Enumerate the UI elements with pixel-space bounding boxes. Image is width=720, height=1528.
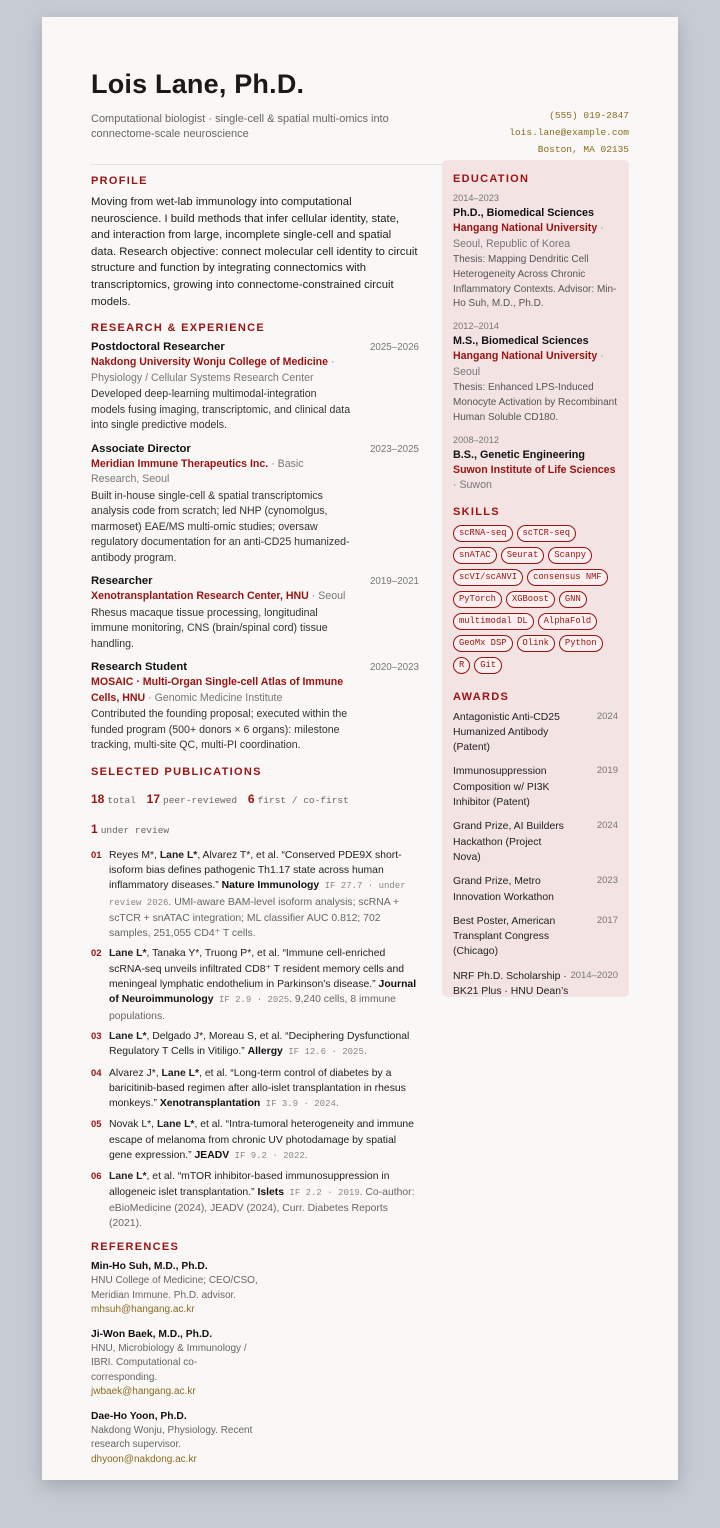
skill-chip: GeoMx DSP (453, 635, 513, 652)
publication-number: 06 (91, 1171, 102, 1183)
publication-item (91, 1066, 419, 1113)
skill-chip: multimodal DL (453, 613, 534, 630)
publication-number: 05 (91, 1119, 102, 1131)
institution-name: Hangang National University (453, 222, 598, 234)
skill-chip: Seurat (501, 547, 545, 564)
reference-affiliation: HNU College of Medicine; CEO/CSO, Meridian Immune. Ph.D. advisor. (91, 1275, 258, 1301)
citation-body: , et al. “Intra-tumoral heterogeneity and immune escape of melanoma from chronic UV photodamage by spatial gene expression.” (109, 1119, 414, 1161)
skill-chip: XGBoost (506, 591, 555, 608)
publication-citation (109, 946, 419, 1023)
reference-entry (91, 1410, 259, 1468)
citation-self-author: Lane L* (109, 1171, 147, 1183)
contact-block (509, 107, 629, 158)
reference-name: Min-Ho Suh, M.D., Ph.D. (91, 1261, 208, 1273)
award-year: 2017 (596, 914, 618, 926)
organization-location: · Seoul (311, 590, 346, 603)
person-name: Lois Lane, Ph.D. (91, 69, 305, 99)
education-entry (453, 192, 618, 312)
job-organization (91, 675, 353, 706)
reference-email-link[interactable]: mhsuh@hangang.ac.kr (91, 1304, 195, 1316)
award-year: 2024 (596, 820, 618, 832)
publication-number: 01 (91, 849, 102, 861)
publication-number: 04 (91, 1067, 102, 1079)
stat-label: peer-reviewed (163, 794, 238, 806)
award-entry (453, 874, 618, 905)
job-entry (91, 341, 419, 434)
skill-chip: Scanpy (548, 547, 592, 564)
skill-chip: scRNA-seq (453, 525, 513, 542)
skill-chip: snATAC (453, 547, 497, 564)
resume-header (91, 69, 629, 155)
citation-journal: Islets (257, 1186, 285, 1198)
award-year: 2024 (596, 710, 618, 722)
main-column (91, 175, 419, 1477)
education-entry (453, 320, 618, 425)
reference-entry (91, 1328, 259, 1400)
award-name: Best Poster, American Transplant Congress (Chicago) (453, 915, 556, 958)
stat-label: first / co-first (257, 794, 349, 806)
reference-affiliation: Nakdong Wonju, Physiology. Recent research supervisor. (91, 1424, 253, 1451)
publication-stat (91, 791, 136, 806)
publication-citation (109, 1117, 419, 1164)
stat-number: 18 (91, 791, 105, 806)
citation-impact: IF 9.2 · 2022 (229, 1151, 305, 1161)
reference-affiliation: HNU, Microbiology & Immunology / IBRI. Computational co-corresponding. (91, 1342, 247, 1383)
citation-body: , et al. “Long-term control of diabetes by a baricitinib-based regimen after allo-islet transplantation in rhesus monkeys.” (109, 1067, 406, 1110)
job-header (91, 575, 419, 587)
education-institution (453, 349, 618, 380)
job-organization (91, 589, 353, 605)
award-name: Grand Prize, Metro Innovation Workathon (453, 876, 554, 903)
citation-body: , Alvarez T*, et al. “Conserved PDE9X short-isoform bias defines pathogenic Th1.17 state across human inflammatory diseases.” (109, 849, 402, 892)
section-heading-publications: SELECTED PUBLICATIONS (91, 765, 262, 778)
citation-journal: Nature Immunology (221, 880, 320, 892)
award-entry (453, 764, 618, 810)
publication-list (91, 848, 419, 1232)
award-entry (453, 819, 618, 865)
publication-number: 03 (91, 1030, 102, 1042)
education-institution (453, 221, 618, 252)
publication-item (91, 1169, 419, 1231)
citation-note: . (335, 1098, 339, 1110)
citation-authors-before: Reyes M*, (109, 849, 160, 861)
publication-item (91, 1117, 419, 1164)
reference-name: Dae-Ho Yoon, Ph.D. (91, 1410, 187, 1422)
award-name: Antagonistic Anti-CD25 Humanized Antibody (Patent) (453, 711, 560, 754)
section-heading-skills: SKILLS (453, 505, 500, 518)
organization-location: · Basic Research, Seoul (91, 457, 304, 486)
citation-authors-before: Alvarez J*, (109, 1067, 162, 1079)
contact-phone: (555) 019-2847 (549, 110, 629, 121)
skill-chip: consensus NMF (527, 569, 608, 586)
citation-note: . (363, 1046, 367, 1058)
award-name: Grand Prize, AI Builders Hackathon (Project Nova) (453, 821, 564, 863)
resume-page (42, 17, 678, 1480)
education-dates: 2008–2012 (453, 434, 499, 445)
citation-impact: IF 27.7 · under review 2026 (109, 881, 406, 908)
section-heading-references: REFERENCES (91, 1241, 180, 1254)
job-description: Contributed the founding proposal; executed within the funded program (500+ donors × 6 organs): milestone tracking, multi-site QC, multi-PI coordination. (91, 708, 348, 752)
institution-name: Suwon Institute of Life Sciences (453, 463, 616, 476)
reference-email-link[interactable]: dhyoon@nakdong.ac.kr (91, 1453, 197, 1465)
job-organization (91, 355, 353, 386)
skill-chip: AlphaFold (538, 613, 598, 630)
publication-citation (109, 1029, 419, 1061)
job-dates: 2020–2023 (369, 662, 419, 674)
education-institution (453, 463, 618, 494)
citation-journal: Allergy (247, 1046, 283, 1058)
section-heading-awards: AWARDS (453, 690, 510, 703)
citation-note: . 9,240 cells, 8 immune populations. (109, 994, 396, 1022)
organization-name: MOSAIC · Multi-Organ Single-cell Atlas of Immune Cells, HNU (91, 676, 344, 704)
skill-chip: Python (559, 635, 603, 652)
skill-chip: R (453, 657, 470, 674)
job-entry (91, 575, 419, 652)
citation-note: . (304, 1150, 308, 1161)
publication-stat (91, 821, 170, 836)
citation-note: . UMI-aware BAM-level isoform analysis; scRNA + scTCR + snATAC integration; ML classifier AUC 0.812; 702 samples, 251,055 CD4⁺ T cells. (109, 896, 400, 940)
citation-note: . Co-author: eBioMedicine (2024), JEADV (2024), Curr. Diabetes Reports (2021). (109, 1186, 415, 1230)
stat-number: 1 (91, 821, 98, 836)
award-name: Immunosuppression Composition w/ PI3K Inhibitor (Patent) (453, 766, 550, 809)
job-header (91, 341, 419, 353)
skill-chip: Olink (517, 635, 555, 652)
section-heading-experience: RESEARCH & EXPERIENCE (91, 322, 265, 335)
citation-journal: JEADV (194, 1150, 230, 1161)
tagline: Computational biologist · single-cell & spatial multi-omics into connectome-scale neuroscience (91, 113, 389, 140)
section-heading-education: EDUCATION (453, 173, 530, 185)
organization-location: · Genomic Medicine Institute (148, 691, 283, 704)
education-degree: Ph.D., Biomedical Sciences (453, 207, 595, 219)
skill-chip: GNN (559, 591, 587, 608)
stat-label: total (107, 794, 136, 806)
job-entry (91, 661, 419, 754)
publication-stat (146, 791, 238, 806)
publication-stat (247, 791, 349, 806)
education-degree: B.S., Genetic Engineering (453, 448, 585, 461)
award-year: 2014–2020 (570, 969, 618, 981)
award-year: 2023 (596, 875, 618, 887)
institution-name: Hangang National University (453, 350, 598, 363)
citation-impact: IF 2.9 · 2025 (213, 995, 290, 1006)
citation-journal: Xenotransplantation (159, 1098, 261, 1110)
citation-self-author: Lane L* (156, 1119, 195, 1131)
job-description: Developed deep-learning multimodal-integration models fusing imaging, transcriptomic, and clinical data into single predictive models. (91, 388, 351, 432)
citation-journal: Journal of Neuroimmunology (109, 979, 417, 1006)
citation-self-author: Lane L* (109, 948, 147, 960)
skill-chips (453, 525, 618, 679)
institution-location: · Suwon (453, 479, 492, 492)
stat-label: under review (100, 824, 170, 836)
award-list (453, 710, 618, 1000)
citation-body: , Tanaka Y*, Truong P*, et al. “Immune cell-enriched scRNA-seq unveils infiltrated CD8⁺ T resident memory cells and meningeal lymphatic endothelium in Parkinson’s disease.” (109, 948, 404, 991)
citation-body: , Delgado J*, Moreau S, et al. “Deciphering Dysfunctional Regulatory T Cells in Vitiligo.” (109, 1030, 410, 1058)
award-name: NRF Ph.D. Scholarship · BK21 Plus · HNU Dean’s (453, 970, 569, 998)
job-dates: 2025–2026 (369, 342, 419, 354)
publication-item (91, 1029, 419, 1061)
sidebar-panel (442, 160, 629, 997)
reference-list (91, 1260, 419, 1477)
publication-citation (109, 848, 419, 942)
organization-name: Nakdong University Wonju College of Medicine (91, 356, 329, 369)
citation-impact: IF 2.2 · 2019 (284, 1187, 360, 1198)
job-title: Researcher (91, 575, 153, 588)
organization-location: · Physiology / Cellular Systems Research Center (91, 356, 335, 384)
skill-chip: PyTorch (453, 591, 502, 608)
publication-citation (109, 1169, 419, 1231)
job-header (91, 443, 419, 455)
experience-list (91, 341, 419, 754)
citation-body: , et al. “mTOR inhibitor-based immunosuppression in allogeneic islet transplantation.” (109, 1171, 390, 1198)
education-thesis: Thesis: Mapping Dendritic Cell Heterogeneity Across Chronic Inflammatory Contexts. Advisor: Min-Ho Suh, M.D., Ph.D. (453, 254, 617, 310)
job-description: Built in-house single-cell & spatial transcriptomics analysis code from scratch; led NHP (cynomolgus, marmoset) EAE/MS multi-omic studies; oversaw regulatory documentation for an anti-CD25 humanized-antibody program. (91, 489, 350, 564)
citation-impact: IF 3.9 · 2024 (260, 1099, 336, 1110)
contact-location: Boston, MA 02135 (537, 144, 629, 155)
skill-chip: Git (474, 657, 502, 674)
citation-self-author: Lane L* (109, 1030, 147, 1042)
education-thesis: Thesis: Enhanced LPS-Induced Monocyte Activation by Recombinant Human Soluble CD180. (453, 382, 617, 423)
stat-number: 17 (146, 791, 161, 806)
job-title: Postdoctoral Researcher (91, 341, 225, 354)
education-degree: M.S., Biomedical Sciences (453, 335, 589, 348)
job-title: Research Student (91, 661, 188, 674)
education-dates: 2012–2014 (453, 321, 499, 332)
organization-name: Meridian Immune Therapeutics Inc. (91, 457, 269, 470)
contact-email[interactable]: lois.lane@example.com (509, 127, 629, 138)
job-description: Rhesus macaque tissue processing, longitudinal immune monitoring, CNS (brain/spinal cord) tissue handling. (91, 606, 328, 650)
education-dates: 2014–2023 (453, 193, 499, 203)
organization-name: Xenotransplantation Research Center, HNU (91, 590, 309, 603)
education-list (453, 192, 618, 494)
reference-name: Ji-Won Baek, M.D., Ph.D. (91, 1328, 213, 1340)
education-entry (453, 434, 618, 494)
section-heading-profile: PROFILE (91, 175, 148, 187)
profile-text: Moving from wet-lab immunology into computational neuroscience. I build methods that infer cellular identity, state, and interaction from large, incomplete single-cell and spatial data. Research objective: connect molecular cell identity to circuit structure and function by integrating connectomics with transcriptomics, growing into connectome-constrained circuit models. (91, 196, 418, 308)
job-header (91, 661, 419, 673)
publication-citation (109, 1066, 419, 1113)
publication-item (91, 946, 419, 1023)
institution-location: · Seoul (453, 350, 604, 378)
job-dates: 2023–2025 (369, 443, 419, 455)
citation-self-author: Lane L* (159, 849, 198, 861)
award-entry (453, 969, 618, 1000)
award-entry (453, 710, 618, 756)
reference-email-link[interactable]: jwbaek@hangang.ac.kr (91, 1386, 196, 1398)
reference-entry (91, 1260, 259, 1318)
publication-number: 02 (91, 948, 102, 960)
skill-chip: scVI/scANVI (453, 569, 523, 586)
citation-self-author: Lane L* (161, 1067, 200, 1079)
award-year: 2019 (596, 765, 618, 777)
citation-impact: IF 12.6 · 2025 (282, 1047, 364, 1058)
award-entry (453, 914, 618, 960)
stat-number: 6 (247, 791, 255, 806)
publication-item (91, 848, 419, 942)
job-entry (91, 443, 419, 567)
job-title: Associate Director (91, 442, 191, 455)
job-organization (91, 457, 353, 488)
job-dates: 2019–2021 (369, 576, 419, 588)
citation-authors-before: Novak L*, (109, 1119, 157, 1131)
institution-location: · Seoul, Republic of Korea (453, 222, 604, 250)
publication-stats (91, 785, 419, 845)
skill-chip: scTCR-seq (517, 525, 577, 542)
